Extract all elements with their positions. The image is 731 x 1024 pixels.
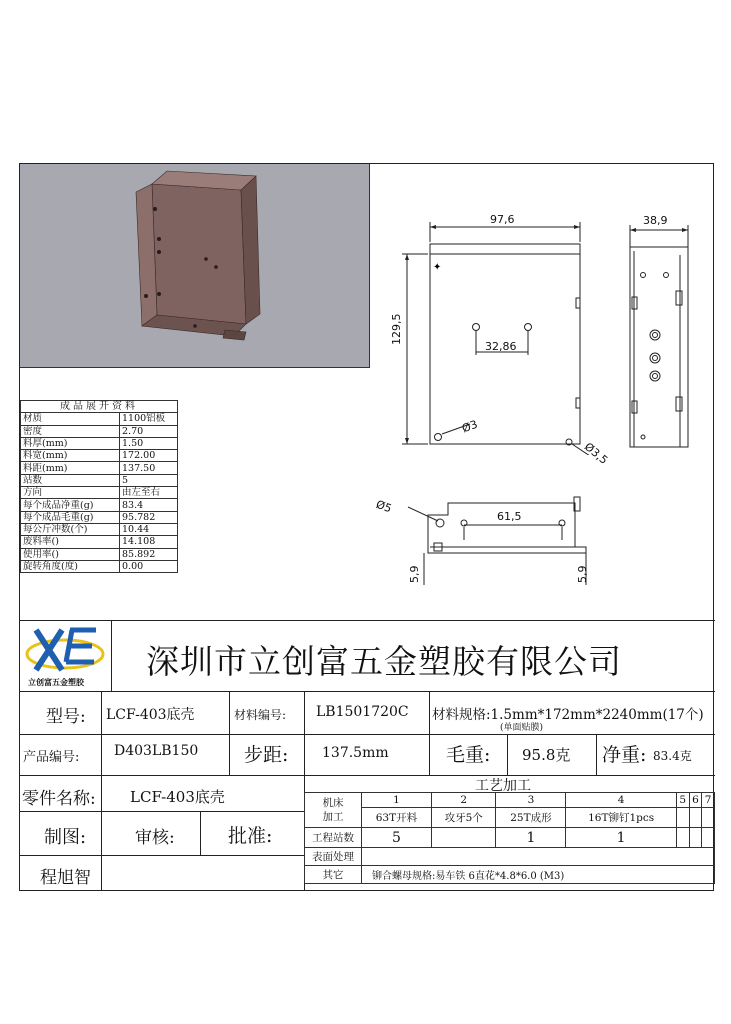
table-row [21, 560, 178, 572]
divider [507, 734, 508, 775]
station-cell [676, 828, 689, 848]
side-width-dim: 38,9 [643, 214, 668, 227]
gross-weight-value: 95.8克 [522, 746, 571, 764]
spec-label: 料距(mm) [21, 462, 120, 474]
spec-value: 1100铝板 [120, 413, 178, 425]
side-view-drawing [620, 225, 700, 455]
process-table [304, 792, 715, 884]
table-row [21, 450, 178, 462]
column-header: 3 [496, 793, 566, 808]
net-weight-label: 净重: [602, 744, 647, 766]
pitch-label: 步距: [244, 744, 289, 766]
front-width-dim: 97,6 [490, 213, 515, 226]
spec-label: 每个成品毛重(g) [21, 511, 120, 523]
column-header: 4 [566, 793, 677, 808]
column-header: 1 [362, 793, 432, 808]
divider [20, 620, 715, 621]
table-row [21, 548, 178, 560]
net-weight-value: 83.4克 [653, 749, 692, 763]
spec-value: 2.70 [120, 425, 178, 437]
table-row [21, 437, 178, 449]
operation-cell: 63T开料 [362, 808, 432, 828]
spec-value: 83.4 [120, 499, 178, 511]
table-row [305, 828, 715, 848]
logo-caption: 立创富五金塑胶 [28, 677, 84, 687]
spec-value: 由左至右 [120, 487, 178, 499]
table-row [21, 499, 178, 511]
hole-dia-corner: Ø3,5 [581, 440, 611, 467]
column-header: 7 [702, 793, 715, 808]
spec-table-title: 成品展开资料 [21, 401, 178, 413]
spec-label: 废料率() [21, 536, 120, 548]
spec-value: 0.00 [120, 560, 178, 572]
product-no-label: 产品编号: [23, 750, 80, 765]
spec-value: 10.44 [120, 523, 178, 535]
table-row [305, 808, 715, 828]
model-label: 型号: [46, 707, 86, 727]
divider [596, 734, 597, 775]
divider [429, 691, 430, 775]
other-label: 其它 [305, 866, 362, 884]
table-row [21, 462, 178, 474]
column-header: 5 [676, 793, 689, 808]
spec-label: 每公斤冲数(个) [21, 523, 120, 535]
other-value: 铆合螺母规格:易车铁 6直花*4.8*6.0 (M3) [362, 866, 715, 884]
spec-value: 1.50 [120, 437, 178, 449]
divider [229, 691, 230, 775]
model-value: LCF-403底壳 [106, 707, 195, 723]
table-row [305, 848, 715, 866]
operation-cell [689, 808, 702, 828]
station-cell [689, 828, 702, 848]
divider [101, 691, 102, 891]
spec-value: 14.108 [120, 536, 178, 548]
material-spec: 材料规格:1.5mm*172mm*2240mm(17个) [432, 707, 704, 723]
table-row [21, 511, 178, 523]
process-title: 工艺加工 [475, 778, 531, 794]
divider [20, 734, 715, 735]
hole-dia-small: Ø3 [460, 417, 480, 436]
table-row [21, 425, 178, 437]
spec-label: 料宽(mm) [21, 450, 120, 462]
front-view-drawing [380, 200, 620, 455]
svg-text:✦: ✦ [433, 262, 442, 273]
bottom-left-height: 5,9 [408, 565, 421, 583]
product-no-value: D403LB150 [114, 743, 199, 759]
divider [20, 691, 715, 692]
spec-label: 密度 [21, 425, 120, 437]
3d-render-view [20, 164, 370, 368]
table-row [305, 866, 715, 884]
divider [200, 811, 201, 855]
divider [20, 775, 715, 776]
material-note: (单面贴膜) [500, 723, 544, 733]
bottom-spacing-dim: 61,5 [497, 510, 522, 523]
divider [20, 855, 304, 856]
gross-weight-label: 毛重: [446, 744, 491, 766]
company-name: 深圳市立创富五金塑胶有限公司 [146, 642, 622, 681]
drawn-by-label: 制图: [44, 827, 87, 848]
station-cell: 5 [362, 828, 432, 848]
enclosure-3d-image [20, 164, 369, 367]
spec-label: 方向 [21, 487, 120, 499]
front-height-dim: 129,5 [390, 313, 403, 345]
bottom-view-drawing [400, 495, 600, 585]
table-row [21, 536, 178, 548]
material-no-label: 材料编号: [234, 708, 287, 722]
operation-cell: 16T铆钉1pcs [566, 808, 677, 828]
part-name-label: 零件名称: [22, 789, 96, 809]
approve-label: 批准: [228, 825, 273, 847]
company-logo [22, 624, 108, 688]
operation-cell [702, 808, 715, 828]
spec-label: 使用率() [21, 548, 120, 560]
table-row [21, 487, 178, 499]
spec-value: 85.892 [120, 548, 178, 560]
operation-cell: 25T成形 [496, 808, 566, 828]
material-no-value: LB1501720C [316, 704, 409, 720]
table-row [21, 523, 178, 535]
spec-value: 137.50 [120, 462, 178, 474]
spec-label: 每个成品净重(g) [21, 499, 120, 511]
operation-cell: 攻牙5个 [431, 808, 496, 828]
bottom-hole-dia: Ø5 [374, 497, 394, 516]
surface-value [362, 848, 715, 866]
stations-label: 工程站数 [305, 828, 362, 848]
spec-value: 95.782 [120, 511, 178, 523]
spec-value: 172.00 [120, 450, 178, 462]
spec-label: 站数 [21, 474, 120, 486]
divider [20, 811, 304, 812]
spec-table [20, 400, 178, 573]
table-row [21, 474, 178, 486]
divider [111, 620, 112, 691]
review-label: 审核: [135, 828, 175, 848]
drawer-name: 程旭智 [40, 868, 91, 888]
part-name-value: LCF-403底壳 [130, 788, 225, 806]
machine-machining-cell [305, 793, 362, 828]
surface-label: 表面处理 [305, 848, 362, 866]
spec-label: 料厚(mm) [21, 437, 120, 449]
station-cell: 1 [566, 828, 677, 848]
logo-mark-icon [22, 624, 108, 676]
table-row [305, 793, 715, 808]
station-cell [431, 828, 496, 848]
column-header: 2 [431, 793, 496, 808]
column-header: 6 [689, 793, 702, 808]
spec-label: 材质 [21, 413, 120, 425]
pitch-value: 137.5mm [322, 745, 389, 761]
bottom-right-height: 5,9 [576, 565, 589, 583]
spec-value: 5 [120, 474, 178, 486]
spec-label: 旋转角度(度) [21, 560, 120, 572]
station-cell [702, 828, 715, 848]
hole-spacing-dim: 32,86 [485, 340, 517, 353]
station-cell: 1 [496, 828, 566, 848]
table-row [21, 413, 178, 425]
machining-label: 加工 [322, 811, 344, 823]
machine-label: 机床 [322, 797, 344, 809]
operation-cell [676, 808, 689, 828]
